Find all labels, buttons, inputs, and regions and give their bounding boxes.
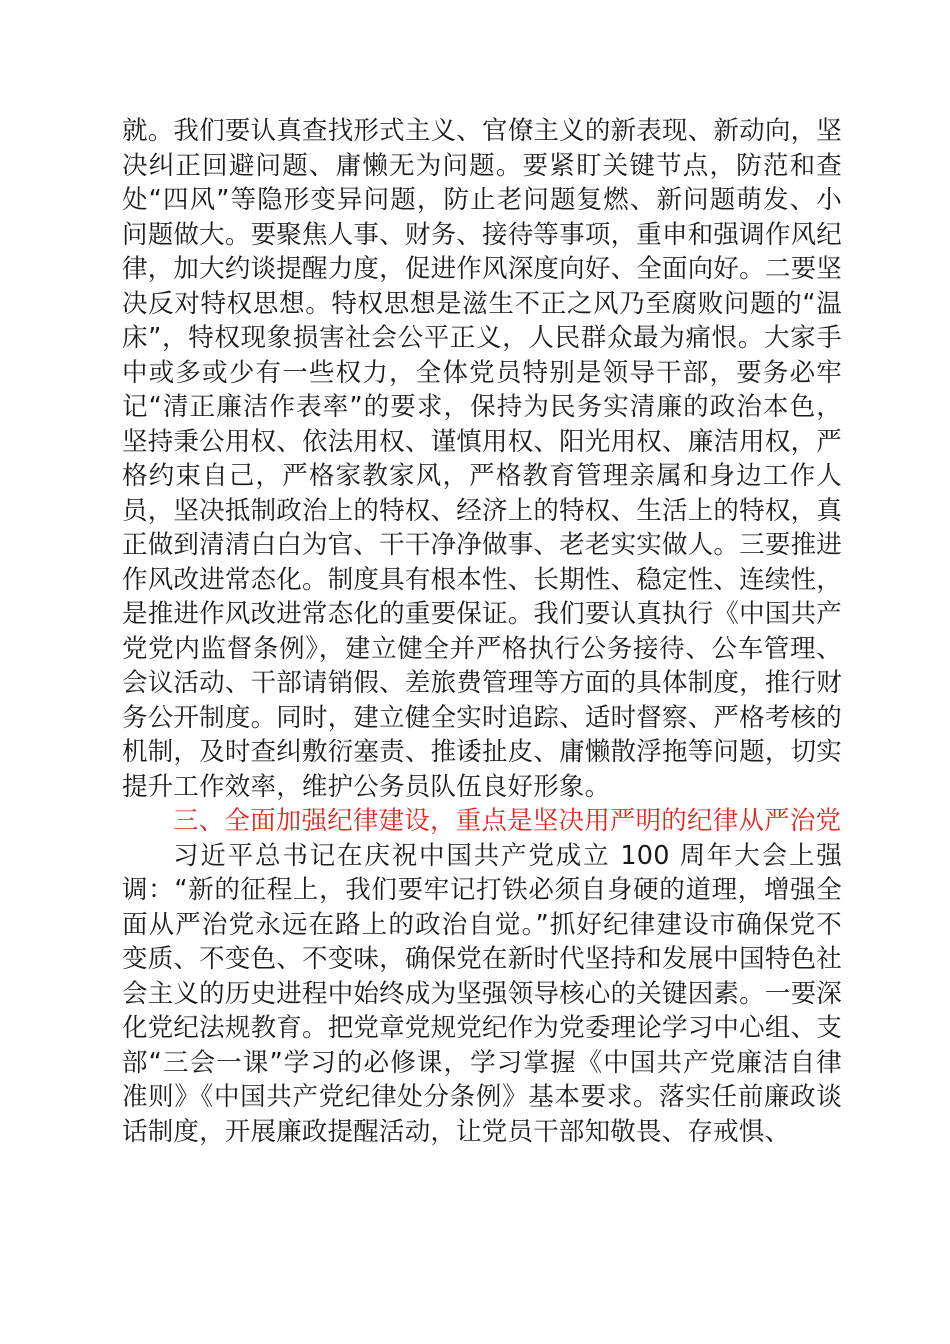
body-paragraph-section-3: 习近平总书记在庆祝中国共产党成立 100 周年大会上强调：“新的征程上，我们要牢记打铁必须自身硬的道理，增强全面从严治党永远在路上的政治自觉。”抓好纪律建设市确保党不变质、不变色、不变味，确保党在新时代坚持和发展中国特色社会主义的历史进程中始终成为坚强领导核心的关键因素。一要深化党纪法规教育。把党章党规党纪作为党委理论学习中心组、支部“三会一课”学习的必修课，学习掌握《中国共产党廉洁自律准则》《中国共产党纪律处分条例》基本要求。落实任前廉政谈话制度，开展廉政提醒活动，让党员干部知敬畏、存戒惧、 <box>122 840 842 1147</box>
document-body <box>122 114 842 1149</box>
section-heading: 三、全面加强纪律建设，重点是坚决用严明的纪律从严治党 <box>173 806 842 836</box>
body-paragraph-continuation: 就。我们要认真查找形式主义、官僚主义的新表现、新动向，坚决纠正回避问题、庸懒无为问题。要紧盯关键节点，防范和查处“四风”等隐形变异问题，防止老问题复燃、新问题萌发、小问题做大。要聚焦人事、财务、接待等事项，重申和强调作风纪律，加大约谈提醒力度，促进作风深度向好、全面向好。二要坚决反对特权思想。特权思想是滋生不正之风乃至腐败问题的“温床”，特权现象损害社会公平正义，人民群众最为痛恨。大家手中或多或少有一些权力，全体党员特别是领导干部，要务必牢记“清正廉洁作表率”的要求，保持为民务实清廉的政治本色，坚持秉公用权、依法用权、谨慎用权、阳光用权、廉洁用权，严格约束自己，严格家教家风，严格教育管理亲属和身边工作人员，坚决抵制政治上的特权、经济上的特权、生活上的特权，真正做到清清白白为官、干干净净做事、老老实实做人。三要推进作风改进常态化。制度具有根本性、长期性、稳定性、连续性，是推进作风改进常态化的重要保证。我们要认真执行《中国共产党党内监督条例》，建立健全并严格执行公务接待、公车管理、会议活动、干部请销假、差旅费管理等方面的具体制度，推行财务公开制度。同时，建立健全实时追踪、适时督察、严格考核的机制，及时查纠敷衍塞责、推诿扯皮、庸懒散浮拖等问题，切实提升工作效率，维护公务员队伍良好形象。 <box>122 116 842 802</box>
